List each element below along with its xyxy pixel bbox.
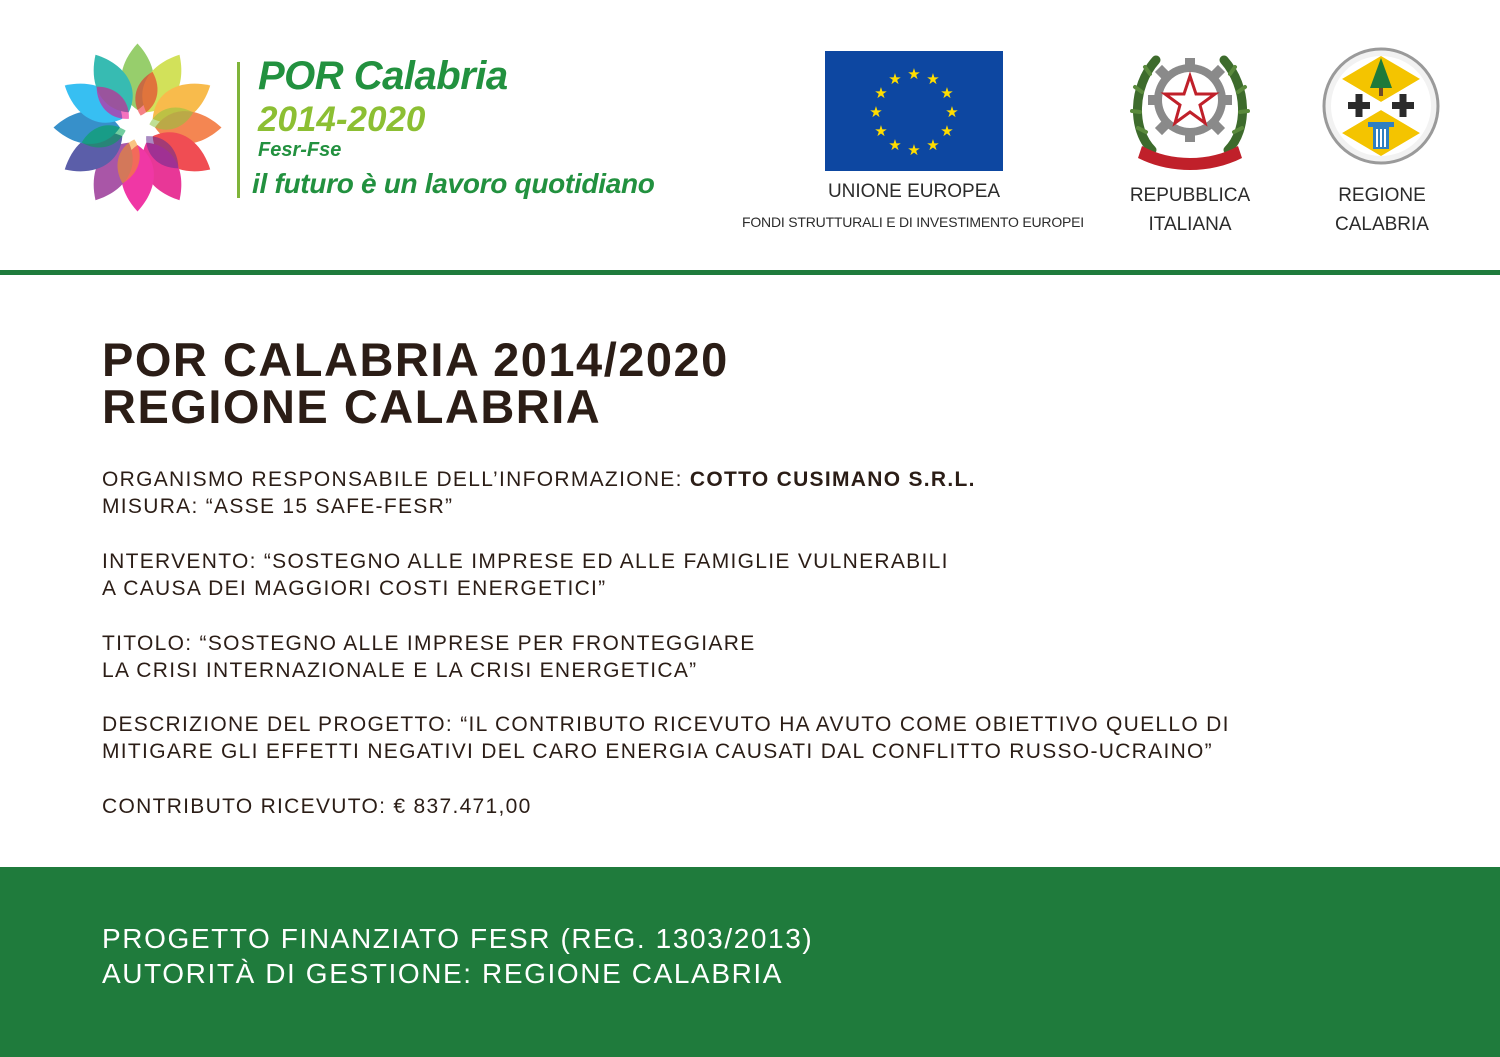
contributo-label: CONTRIBUTO RICEVUTO: — [102, 795, 394, 818]
intervento-block — [102, 548, 949, 602]
eu-flag-icon — [825, 51, 1003, 171]
footer — [0, 867, 1500, 1057]
italy-name-line1: REPUBBLICA — [1129, 185, 1251, 206]
por-divider — [237, 62, 240, 198]
header — [0, 0, 1500, 270]
italy-name — [1110, 181, 1270, 239]
svg-text:★: ★ — [907, 141, 921, 159]
organismo-label: ORGANISMO RESPONSABILE DELL’INFORMAZIONE: — [102, 468, 690, 491]
italian-republic-emblem-icon — [1130, 42, 1250, 172]
italy-name-line2: ITALIANA — [1148, 214, 1232, 235]
descrizione-line1: “IL CONTRIBUTO RICEVUTO HA AVUTO COME OBIETTIVO QUELLO DI — [460, 713, 1230, 736]
eu-name: UNIONE EUROPEA — [827, 181, 1001, 202]
svg-text:★: ★ — [869, 103, 883, 121]
svg-text:★: ★ — [874, 84, 888, 102]
eu-subtitle: FONDI STRUTTURALI E DI INVESTIMENTO EUROPEI — [742, 214, 1084, 230]
svg-text:★: ★ — [874, 122, 888, 140]
calabria-region-coat-of-arms-icon — [1322, 44, 1440, 174]
titolo-block — [102, 630, 756, 684]
por-motto: il futuro è un lavoro quotidiano — [252, 168, 655, 199]
header-divider — [0, 270, 1500, 275]
contributo-value: € 837.471,00 — [393, 795, 532, 818]
svg-text:★: ★ — [926, 70, 940, 88]
svg-text:★: ★ — [888, 70, 902, 88]
footer-line2: AUTORITÀ DI GESTIONE: REGIONE CALABRIA — [102, 958, 784, 989]
intervento-line2: A CAUSA DEI MAGGIORI COSTI ENERGETICI” — [102, 577, 607, 600]
svg-text:★: ★ — [940, 122, 954, 140]
titolo-line2: LA CRISI INTERNAZIONALE E LA CRISI ENERGETICA” — [102, 659, 698, 682]
misura-label: MISURA: — [102, 495, 206, 518]
descrizione-line2: MITIGARE GLI EFFETTI NEGATIVI DEL CARO ENERGIA CAUSATI DAL CONFLITTO RUSSO-UCRAINO” — [102, 740, 1213, 763]
titolo-label: TITOLO: — [102, 632, 200, 655]
svg-text:★: ★ — [888, 136, 902, 154]
por-title: POR Calabria — [258, 54, 508, 98]
por-fund: Fesr-Fse — [258, 139, 342, 161]
contributo-block — [102, 793, 532, 820]
intervento-label: INTERVENTO: — [102, 550, 264, 573]
region-name — [1302, 181, 1462, 239]
descrizione-block — [102, 711, 1230, 765]
footer-line1: PROGETTO FINANZIATO FESR (REG. 1303/2013) — [102, 923, 814, 954]
region-name-line1: REGIONE — [1338, 185, 1426, 206]
por-years: 2014-2020 — [258, 100, 426, 139]
misura-value: “ASSE 15 SAFE-FESR” — [205, 495, 454, 518]
organismo-value: COTTO CUSIMANO S.R.L. — [689, 468, 976, 491]
page-title-line2: REGIONE CALABRIA — [102, 380, 602, 433]
intervento-line1: “SOSTEGNO ALLE IMPRESE ED ALLE FAMIGLIE VULNERABILI — [263, 550, 949, 573]
svg-text:★: ★ — [940, 84, 954, 102]
svg-text:★: ★ — [907, 65, 921, 83]
region-name-line2: CALABRIA — [1335, 214, 1429, 235]
organismo-block — [102, 466, 976, 520]
descrizione-label: DESCRIZIONE DEL PROGETTO: — [102, 713, 461, 736]
titolo-line1: “SOSTEGNO ALLE IMPRESE PER FRONTEGGIARE — [199, 632, 756, 655]
por-star-logo-icon — [50, 40, 225, 215]
svg-text:★: ★ — [945, 103, 959, 121]
page-title-line1: POR CALABRIA 2014/2020 — [102, 333, 729, 386]
svg-text:★: ★ — [926, 136, 940, 154]
page-title — [102, 333, 729, 433]
